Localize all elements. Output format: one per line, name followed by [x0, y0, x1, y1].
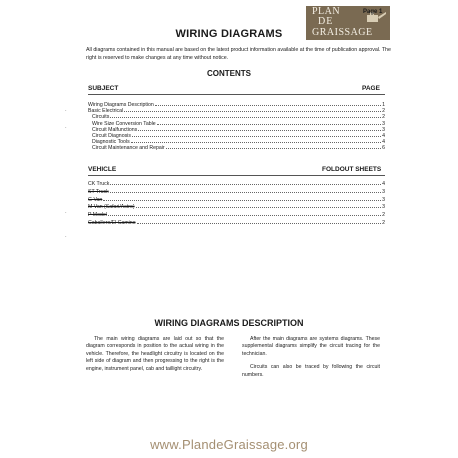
dot-leader — [166, 144, 381, 149]
logo-line-2: DE — [318, 16, 334, 27]
dot-leader — [124, 107, 381, 112]
contents-item-page: 2 — [382, 108, 385, 115]
description-paragraph: Circuits can also be traced by following the circuit numbers. — [242, 364, 380, 378]
contents-item-page: 6 — [382, 145, 385, 152]
dot-leader — [103, 196, 381, 201]
contents-rule — [88, 94, 385, 95]
vehicle-item — [88, 219, 385, 227]
contents-item-page: 2 — [382, 114, 385, 121]
contents-item-text: Basic Electrical — [88, 108, 124, 115]
vehicle-item — [88, 196, 385, 204]
vehicle-item-text: Caballero/El Camino — [88, 219, 136, 226]
vehicle-item — [88, 203, 385, 211]
contents-item — [88, 144, 385, 150]
description-paragraph: The main wiring diagrams are laid out so that the diagram corresponds in position to the actual wiring in the vehicle. Therefore, the headlight circuitry is located on the left side of diagram and then progressing to the right is the engine, instrument panel, cab and taillight circuitry. — [86, 336, 224, 372]
dot-leader — [110, 113, 381, 118]
contents-item-text: Circuit Maintenance and Repair — [92, 145, 165, 152]
contents-item-page: 3 — [382, 126, 385, 133]
page-header: PAGE — [362, 85, 380, 92]
dot-leader — [155, 101, 381, 106]
vehicle-item-page: 3 — [382, 188, 385, 195]
contents-item-text: Circuit Malfunctions — [92, 126, 138, 133]
vehicle-item-page: 4 — [382, 181, 385, 187]
margin-mark: · — [65, 108, 67, 114]
vehicle-item-text: CK Truck — [88, 181, 110, 187]
vehicle-header: VEHICLE — [88, 166, 117, 173]
contents-item-page: 4 — [382, 132, 385, 139]
dot-leader — [137, 219, 382, 224]
description-left-column — [86, 336, 224, 379]
contents-item-page: 4 — [382, 139, 385, 146]
vehicle-item-page: 2 — [382, 212, 385, 219]
subject-header: SUBJECT — [88, 85, 119, 92]
dot-leader — [131, 138, 381, 143]
contents-item-page: 1 — [382, 102, 385, 108]
document-title: WIRING DIAGRAMS — [175, 28, 283, 40]
vehicle-item-text: P Model — [88, 212, 107, 219]
dot-leader — [138, 126, 381, 131]
dot-leader — [110, 188, 381, 193]
vehicle-rule — [88, 175, 385, 176]
margin-mark: · — [65, 234, 67, 240]
description-paragraph: After the main diagrams are systems diagrams. These supplemental diagrams simplify the circuit tracing for the technician. — [242, 336, 380, 357]
contents-title: CONTENTS — [207, 69, 251, 78]
dot-leader — [108, 211, 381, 216]
margin-mark: · — [65, 210, 67, 216]
logo-line-3: GRAISSAGE — [312, 27, 373, 38]
vehicle-item-text: M Van (Safari/Astro) — [88, 204, 135, 211]
vehicle-list — [88, 180, 385, 227]
contents-item-text: Wiring Diagrams Description — [88, 102, 154, 108]
vehicle-item — [88, 211, 385, 219]
dot-leader — [132, 132, 381, 137]
vehicle-item-page: 3 — [382, 204, 385, 211]
vehicle-item-text: ST Truck — [88, 188, 109, 195]
vehicle-item-page: 3 — [382, 196, 385, 203]
vehicle-item — [88, 188, 385, 196]
contents-item-text: Circuit Diagnosis — [92, 132, 131, 139]
contents-item-text: Wire Size Conversion Table — [92, 120, 156, 127]
contents-list — [88, 101, 385, 151]
watermark-url: www.PlandeGraissage.org — [150, 437, 308, 452]
contents-item-text: Diagnostic Tools — [92, 139, 130, 146]
contents-item-page: 3 — [382, 120, 385, 127]
vehicle-item-text: G Van — [88, 196, 103, 203]
foldout-header: FOLDOUT SHEETS — [322, 166, 382, 173]
margin-mark: · — [65, 125, 67, 131]
vehicle-item — [88, 180, 385, 188]
logo-line-1: PLAN — [312, 6, 341, 17]
description-right-column — [242, 336, 380, 385]
page-number: Page 1 — [363, 9, 383, 15]
vehicle-item-page: 2 — [382, 219, 385, 226]
contents-item-text: Circuits — [92, 114, 110, 121]
description-title: WIRING DIAGRAMS DESCRIPTION — [154, 318, 304, 328]
dot-leader — [157, 120, 381, 125]
dot-leader — [136, 203, 382, 208]
intro-paragraph: All diagrams contained in this manual are based on the latest product information available at the time of publication approval. The right is reserved to make changes at any time without notice. — [86, 47, 391, 61]
dot-leader — [110, 180, 381, 185]
